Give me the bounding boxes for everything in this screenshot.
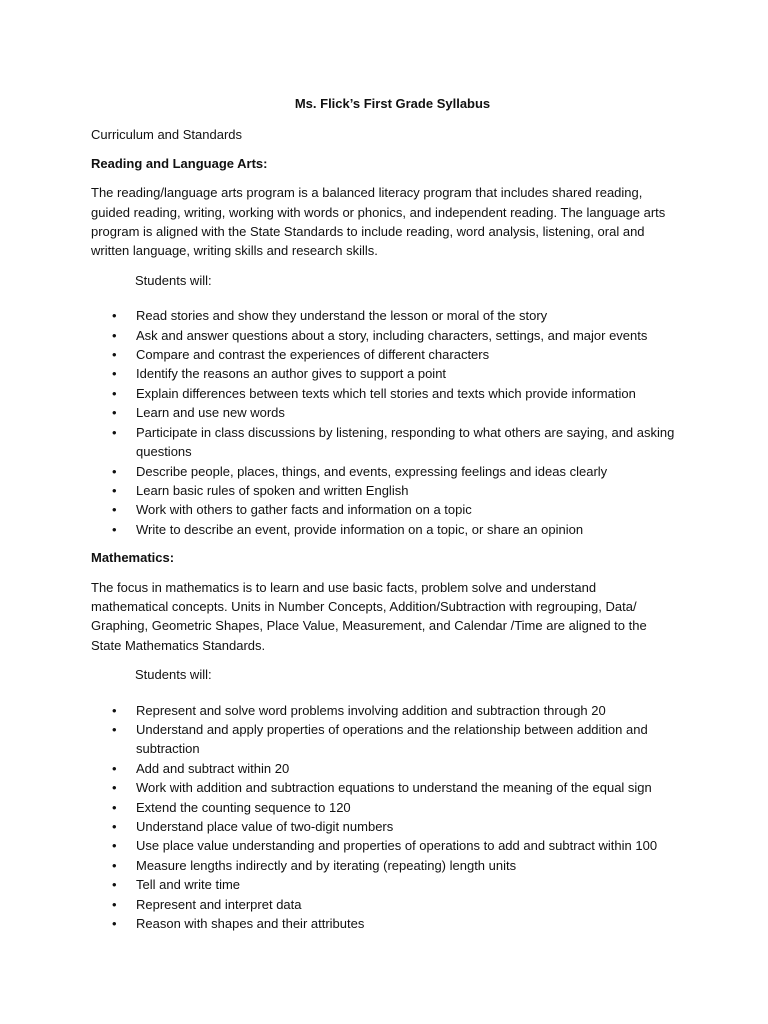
bullet-icon: • xyxy=(112,819,117,834)
bullet-icon: • xyxy=(112,760,117,776)
list-item-text: Compare and contrast the experiences of different characters xyxy=(136,347,490,363)
list-item xyxy=(91,326,676,345)
bullet-icon: • xyxy=(112,838,117,854)
list-item-text: Ask and answer questions about a story, including characters, settings, and major events xyxy=(136,327,648,343)
bullet-icon: • xyxy=(112,482,117,498)
bullet-icon: • xyxy=(112,308,117,324)
list-item xyxy=(91,895,676,914)
list-item-text: Use place value understanding and properties of operations to add and subtract within 100 xyxy=(136,838,658,854)
bullet-icon: • xyxy=(112,424,117,440)
list-item xyxy=(91,701,676,720)
bullet-icon: • xyxy=(112,780,117,796)
list-item xyxy=(91,423,676,462)
list-item-text: Reason with shapes and their attributes xyxy=(136,916,365,932)
list-item xyxy=(91,759,676,778)
list-item xyxy=(91,345,676,364)
list-item-text: Describe people, places, things, and events, expressing feelings and ideas clearly xyxy=(136,463,608,479)
bullet-icon: • xyxy=(112,366,117,382)
math-paragraph: The focus in mathematics is to learn and use basic facts, problem solve and understand mathematical concepts. Units in Number Concepts, Addition/Subtraction with regrouping, Data/ Graphing, Geometric Shapes, Place Value, Measurement, and Calendar /Time are aligned to the State Mathematics Standards. xyxy=(91,579,647,653)
list-item-text: Identify the reasons an author gives to support a point xyxy=(136,366,447,382)
list-item-text: Understand place value of two-digit numbers xyxy=(136,819,394,834)
list-item-text: Participate in class discussions by listening, responding to what others are saying, and asking questions xyxy=(136,424,675,460)
list-item-text: Read stories and show they understand the lesson or moral of the story xyxy=(136,308,548,324)
list-item-text: Work with others to gather facts and information on a topic xyxy=(136,502,472,518)
list-item-text: Measure lengths indirectly and by iterating (repeating) length units xyxy=(136,857,517,873)
list-item-text: Work with addition and subtraction equations to understand the meaning of the equal sign xyxy=(136,780,652,796)
list-item xyxy=(91,798,676,817)
list-item xyxy=(91,520,676,539)
list-item xyxy=(91,500,676,519)
bullet-icon: • xyxy=(112,385,117,401)
list-item-text: Represent and solve word problems involving addition and subtraction through 20 xyxy=(136,702,606,718)
list-item-text: Represent and interpret data xyxy=(136,896,302,912)
list-item xyxy=(91,481,676,500)
list-item-text: Learn and use new words xyxy=(136,405,285,421)
list-item xyxy=(91,875,676,894)
list-item xyxy=(91,856,676,875)
list-item-text: Explain differences between texts which tell stories and texts which provide information xyxy=(136,385,636,401)
math-bullet-list xyxy=(91,701,676,934)
math-students-will: Students will: xyxy=(135,667,212,683)
list-item xyxy=(91,462,676,481)
list-item xyxy=(91,403,676,422)
list-item xyxy=(91,306,676,325)
document-title: Ms. Flick’s First Grade Syllabus xyxy=(294,96,491,111)
math-section-heading: Mathematics: xyxy=(91,550,175,566)
list-item-text: Tell and write time xyxy=(136,877,241,893)
list-item xyxy=(91,817,676,836)
bullet-icon: • xyxy=(112,877,117,893)
list-item xyxy=(91,720,676,759)
bullet-icon: • xyxy=(112,721,117,737)
bullet-icon: • xyxy=(112,502,117,518)
bullet-icon: • xyxy=(112,702,117,718)
reading-students-will: Students will: xyxy=(135,272,212,288)
list-item xyxy=(91,836,676,855)
list-item xyxy=(91,384,676,403)
bullet-icon: • xyxy=(112,347,117,363)
bullet-icon: • xyxy=(112,857,117,873)
bullet-icon: • xyxy=(112,799,117,815)
list-item xyxy=(91,914,676,933)
list-item xyxy=(91,364,676,383)
list-item-text: Understand and apply properties of operations and the relationship between addition and subtraction xyxy=(136,721,648,757)
bullet-icon: • xyxy=(112,521,117,537)
reading-bullet-list xyxy=(91,306,676,539)
reading-paragraph: The reading/language arts program is a balanced literacy program that includes shared reading, guided reading, writing, working with words or phonics, and independent reading. The language arts program is aligned with the State Standards to include reading, word analysis, listening, oral and written language, writing skills and research skills. xyxy=(91,185,666,259)
reading-section-heading: Reading and Language Arts: xyxy=(91,155,268,171)
document-subtitle: Curriculum and Standards xyxy=(91,127,243,143)
list-item-text: Learn basic rules of spoken and written English xyxy=(136,482,409,498)
list-item-text: Add and subtract within 20 xyxy=(136,760,290,776)
list-item-text: Extend the counting sequence to 120 xyxy=(136,799,351,815)
bullet-icon: • xyxy=(112,916,117,932)
list-item xyxy=(91,778,676,797)
bullet-icon: • xyxy=(112,405,117,421)
bullet-icon: • xyxy=(112,327,117,343)
list-item-text: Write to describe an event, provide information on a topic, or share an opinion xyxy=(136,521,584,537)
bullet-icon: • xyxy=(112,896,117,912)
bullet-icon: • xyxy=(112,463,117,479)
